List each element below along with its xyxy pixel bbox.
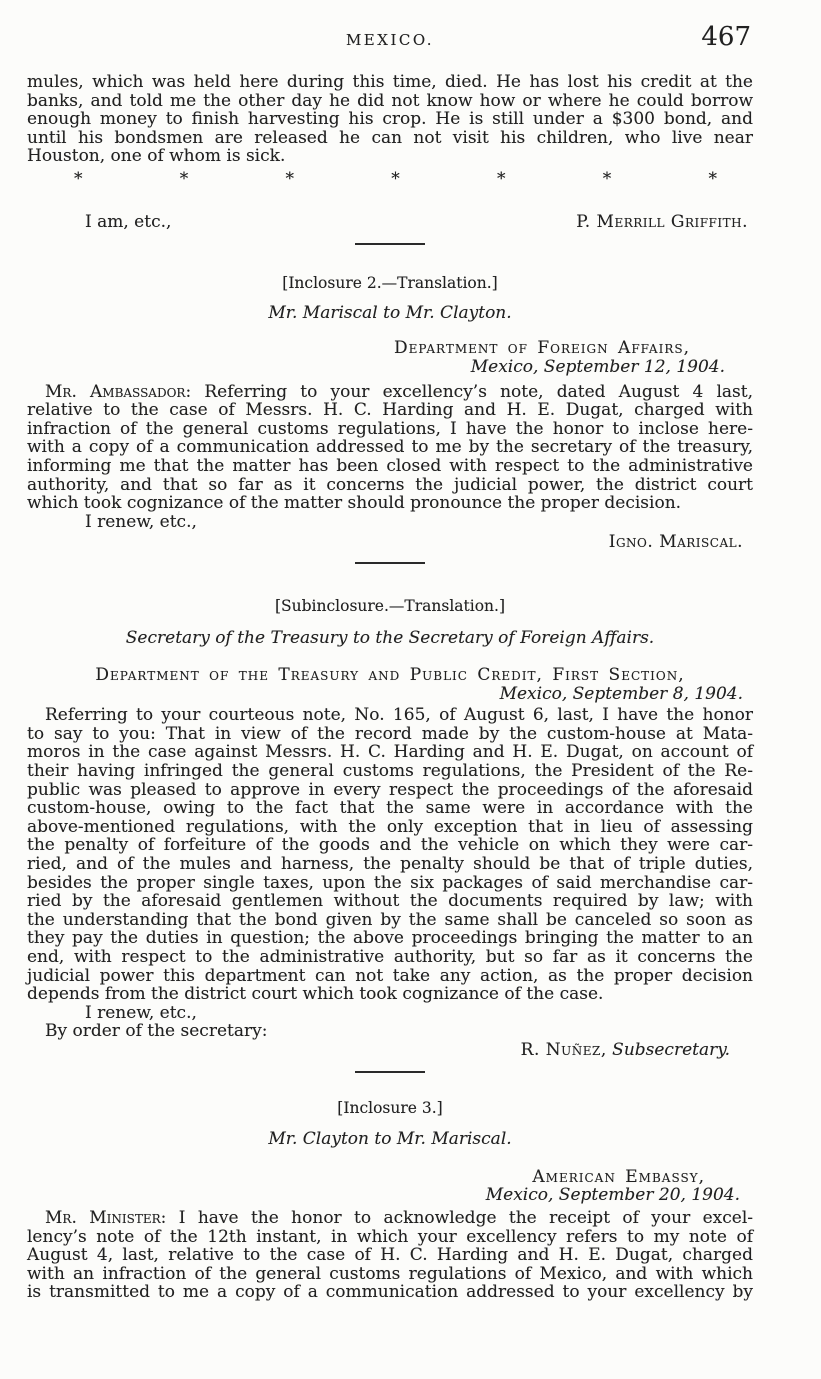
running-title: MEXICO. [345, 31, 435, 49]
asterisk: * [497, 168, 506, 189]
body-paragraph [27, 73, 753, 166]
first-line-text: I have the honor to acknowledge the receipt of your excel- [178, 1207, 754, 1228]
date-line: Mexico, September 12, 1904. [470, 356, 725, 377]
asterisk: * [602, 168, 612, 189]
department-line: Department of Foreign Affairs, [394, 338, 690, 359]
continued-letter-fragment [27, 73, 753, 231]
section-rule [355, 562, 425, 564]
text-line: besides the proper single taxes, upon the six packages of said merchandise car- [27, 872, 753, 893]
text-line: judicial power this department can not take any action, as the proper decision [27, 965, 753, 986]
letter-body [27, 1209, 753, 1302]
section-rule [355, 1071, 425, 1073]
text-line: until his bondsmen are released he can not visit his children, who live near [27, 127, 753, 148]
signature-line [27, 1041, 730, 1060]
asterisk: * [179, 168, 189, 189]
salutation: Mr. Ambassador: [45, 381, 192, 402]
text-line: with an infraction of the general customs regulations of Mexico, and with which [27, 1263, 753, 1284]
text-line: the understanding that the bond given by the same shall be canceled so soon as [27, 909, 753, 930]
text-line: mules, which was held here during this time, died. He has lost his credit at the [27, 72, 753, 92]
text-line: moros in the case against Messrs. H. C. Harding and H. E. Dugat, on account of [27, 742, 753, 763]
signature-line [27, 533, 743, 552]
text-line: lency’s note of the 12th instant, in which your excellency refers to my note of [27, 1226, 753, 1247]
page-number: 467 [701, 22, 751, 52]
signature: P. Merrill Griffith. [576, 211, 748, 232]
text-line: end, with respect to the administrative authority, but so far as it concerns the [27, 946, 753, 967]
asterisk: * [708, 168, 717, 189]
closing-phrase: I renew, etc., [85, 511, 197, 532]
text-line: is transmitted to me a copy of a communication addressed to your excellency by [27, 1282, 753, 1303]
text-line: informing me that the matter has been closed with respect to the administrative [27, 455, 753, 476]
text-line [27, 1209, 753, 1228]
text-line: banks, and told me the other day he did not know how or where he could borrow [27, 90, 753, 111]
text-line: Houston, one of whom is sick. [27, 146, 286, 167]
text-line: the penalty of forfeiture of the goods and the vehicle on which they were car- [27, 835, 753, 856]
text-line: above-mentioned regulations, with the only exception that in lieu of assessing [27, 816, 753, 837]
text-line: enough money to finish harvesting his crop. He is still under a $300 bond, and [27, 109, 753, 130]
subinclosure [27, 597, 753, 1060]
department-line: Department of the Treasury and Public Credit, First Section, [95, 665, 685, 686]
text-line: relative to the case of Messrs. H. C. Harding and H. E. Dugat, charged with [27, 400, 753, 421]
first-line-text: Referring to your excellency’s note, dated August 4 last, [204, 381, 754, 402]
text-line: authority, and that so far as it concerns the judicial power, the district court [27, 474, 753, 495]
text-line: ried, and of the mules and harness, the penalty should be that of triple duties, [27, 854, 753, 874]
text-line: with a copy of a communication addressed to me by the secretary of the treasury, [27, 437, 753, 458]
inclosure-caption: [Inclosure 3.] [337, 1098, 443, 1117]
text-line: their having infringed the general customs regulations, the President of the Re- [27, 761, 753, 782]
text-line: infraction of the general customs regulations, I have the honor to inclose here- [27, 418, 753, 439]
text-line: custom-house, owing to the fact that the same were in accordance with the [27, 798, 753, 819]
inclosure-3 [27, 1099, 753, 1302]
inclosure-2 [27, 274, 753, 552]
department-line: American Embassy, [532, 1166, 705, 1187]
text-line: August 4, last, relative to the case of H. C. Harding and H. E. Dugat, charged [27, 1245, 753, 1266]
closing-row [27, 213, 753, 232]
text-line: which took cognizance of the matter should pronounce the proper decision. [27, 493, 682, 514]
asterisk: * [285, 168, 294, 189]
text-line: Referring to your courteous note, No. 165, of August 6, last, I have the honor [45, 705, 753, 726]
text-line: depends from the district court which took cognizance of the case. [27, 984, 604, 1005]
text-line: ried by the aforesaid gentlemen without the documents required by law; with [27, 891, 753, 912]
closing-phrase: I renew, etc., [85, 1002, 197, 1023]
letter-heading: Mr. Clayton to Mr. Mariscal. [268, 1129, 512, 1150]
asterisk: * [74, 168, 83, 189]
letter-heading: Secretary of the Treasury to the Secretary of Foreign Affairs. [125, 628, 655, 649]
section-rule [355, 243, 425, 245]
signature-title: Subsecretary. [612, 1039, 730, 1060]
date-line: Mexico, September 8, 1904. [499, 683, 743, 704]
asterisk: * [391, 168, 400, 189]
text-line: to say to you: That in view of the record made by the custom-house at Mata- [27, 723, 753, 744]
text-line: public was pleased to approve in every respect the proceedings of the aforesaid [27, 779, 753, 800]
page-header [27, 24, 753, 54]
body-paragraph [27, 401, 753, 513]
letter-body [27, 383, 753, 513]
asterisk-separator [27, 170, 753, 189]
closing-phrase: I am, etc., [85, 211, 172, 232]
letter-heading: Mr. Mariscal to Mr. Clayton. [268, 302, 512, 323]
body-paragraph [27, 1228, 753, 1302]
text-line: they pay the duties in question; the above proceedings bringing the matter to an [27, 928, 753, 949]
salutation: Mr. Minister: [45, 1207, 167, 1228]
signature: Igno. Mariscal. [608, 532, 743, 553]
by-order-line: By order of the secretary: [45, 1021, 268, 1042]
letter-body [27, 706, 753, 1004]
inclosure-caption: [Inclosure 2.—Translation.] [282, 274, 498, 293]
inclosure-caption: [Subinclosure.—Translation.] [274, 596, 506, 615]
signature: R. Nuñez, [520, 1039, 607, 1060]
date-line: Mexico, September 20, 1904. [485, 1185, 740, 1206]
text-line [27, 383, 753, 402]
